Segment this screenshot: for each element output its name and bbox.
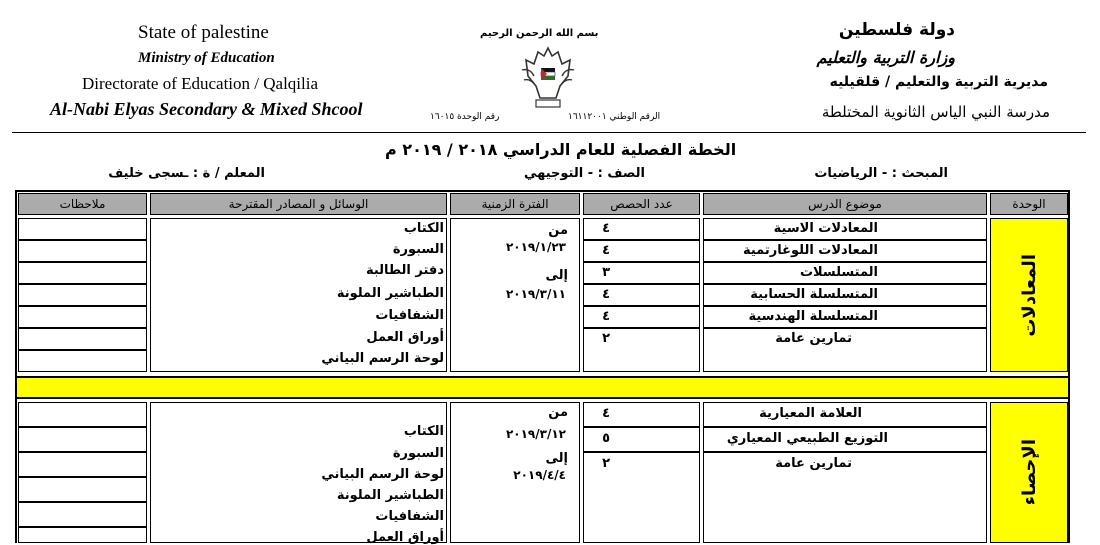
notes-cell <box>18 477 147 502</box>
from-date: ٢٠١٩/١/٢٣ <box>505 240 566 254</box>
notes-cell <box>18 402 147 427</box>
lesson-topic: التوزيع الطبيعي المعياري <box>726 431 888 446</box>
resource-item: السبورة <box>392 242 444 257</box>
eagle-emblem-icon <box>520 42 576 112</box>
plan-title: الخطة الفصلية للعام الدراسي ٢٠١٨ / ٢٠١٩ م <box>385 140 737 159</box>
periods-cell <box>583 218 700 240</box>
en-ministry: Ministry of Education <box>138 50 275 66</box>
from-label: من <box>548 405 568 420</box>
resource-item: الشفافيات <box>375 509 444 524</box>
unit-cell-statistics: الإحصاء <box>990 402 1068 543</box>
lesson-periods: ٣ <box>602 265 610 280</box>
ar-directorate: مديرية التربية والتعليم / قلقيليه <box>829 74 1048 90</box>
periods-cell <box>583 427 700 452</box>
notes-cell <box>18 427 147 452</box>
lesson-topic: العلامة المعيارية <box>759 406 862 421</box>
notes-cell <box>18 306 147 328</box>
resource-item: أوراق العمل <box>366 330 444 345</box>
to-label: إلى <box>545 268 568 283</box>
to-date: ٢٠١٩/٤/٤ <box>513 468 566 482</box>
lesson-periods: ٥ <box>602 431 610 446</box>
lesson-periods: ٤ <box>602 287 610 302</box>
lesson-topic: المتسلسلة الهندسية <box>748 309 878 324</box>
resource-item: الشفافيات <box>375 308 444 323</box>
lesson-periods: ٤ <box>602 243 610 258</box>
notes-cell <box>18 350 147 372</box>
periods-cell <box>583 240 700 262</box>
lesson-periods: ٢ <box>602 331 610 346</box>
periods-cell <box>583 284 700 306</box>
col-header-timeframe: الفترة الزمنية <box>450 193 580 215</box>
resource-item: دفتر الطالبة <box>365 263 444 278</box>
col-header-resources: الوسائل و المصادر المقترحة <box>150 193 447 215</box>
lesson-topic: المتسلسلة الحسابية <box>750 287 878 302</box>
notes-cell <box>18 262 147 284</box>
en-school: Al-Nabi Elyas Secondary & Mixed Shcool <box>50 99 363 119</box>
unit-cell-equations: المعادلات <box>990 218 1068 372</box>
resource-item: أوراق العمل <box>366 530 444 545</box>
from-date: ٢٠١٩/٣/١٢ <box>505 427 566 441</box>
teacher-label: المعلم / ة : ـسجى خليف <box>108 166 265 181</box>
lesson-periods: ٤ <box>602 221 610 236</box>
basmala: بسم الله الرحمن الرحيم <box>480 28 599 39</box>
lesson-topic: المعادلات الاسية <box>773 221 878 236</box>
notes-cell <box>18 502 147 527</box>
lesson-topic: تمارين عامة <box>775 456 852 471</box>
notes-cell <box>18 240 147 262</box>
resource-item: لوحة الرسم البياني <box>321 467 444 482</box>
resource-item: الطباشير الملونة <box>336 286 444 301</box>
lesson-periods: ٤ <box>602 309 610 324</box>
en-directorate: Directorate of Education / Qalqilia <box>82 74 319 93</box>
unit-separator-bar <box>17 376 1068 399</box>
national-id: الرقم الوطني ١٦١١٢٠٠١ <box>568 112 661 122</box>
col-header-topic: موضوع الدرس <box>703 193 987 215</box>
grade-label: الصف : - التوجيهي <box>523 166 645 181</box>
resource-item: السبورة <box>392 446 444 461</box>
header-divider <box>12 132 1086 133</box>
periods-cell <box>583 452 700 543</box>
periods-cell <box>583 306 700 328</box>
en-state: State of palestine <box>138 22 269 43</box>
notes-cell <box>18 284 147 306</box>
notes-cell <box>18 328 147 350</box>
to-label: إلى <box>545 451 568 466</box>
resource-item: الطباشير الملونة <box>336 488 444 503</box>
col-header-unit: الوحدة <box>990 193 1068 215</box>
lesson-topic: تمارين عامة <box>775 331 852 346</box>
col-header-periods: عدد الحصص <box>583 193 700 215</box>
periods-cell <box>583 262 700 284</box>
ar-state: دولة فلسطين <box>838 20 955 40</box>
lesson-periods: ٢ <box>602 456 610 471</box>
lesson-topic: المعادلات اللوغارتمية <box>742 243 878 258</box>
resource-item: لوحة الرسم البياني <box>321 351 444 366</box>
lesson-topic: المتسلسلات <box>799 265 878 280</box>
resource-item: الكتاب <box>403 424 444 439</box>
lesson-periods: ٤ <box>602 406 610 421</box>
notes-cell <box>18 218 147 240</box>
unit-id: رقم الوحدة ١٦٠١٥ <box>430 112 500 122</box>
subject-label: المبحث : - الرياضيات <box>814 166 948 181</box>
periods-cell <box>583 328 700 372</box>
col-header-notes: ملاحظات <box>18 193 147 215</box>
notes-cell <box>18 452 147 477</box>
ar-ministry: وزارة التربية والتعليم <box>816 48 955 67</box>
from-label: من <box>548 223 568 238</box>
periods-cell <box>583 402 700 427</box>
to-date: ٢٠١٩/٣/١١ <box>505 287 566 301</box>
resource-item: الكتاب <box>403 221 444 236</box>
ar-school: مدرسة النبي الياس الثانوية المختلطة <box>821 103 1050 121</box>
notes-cell <box>18 527 147 543</box>
